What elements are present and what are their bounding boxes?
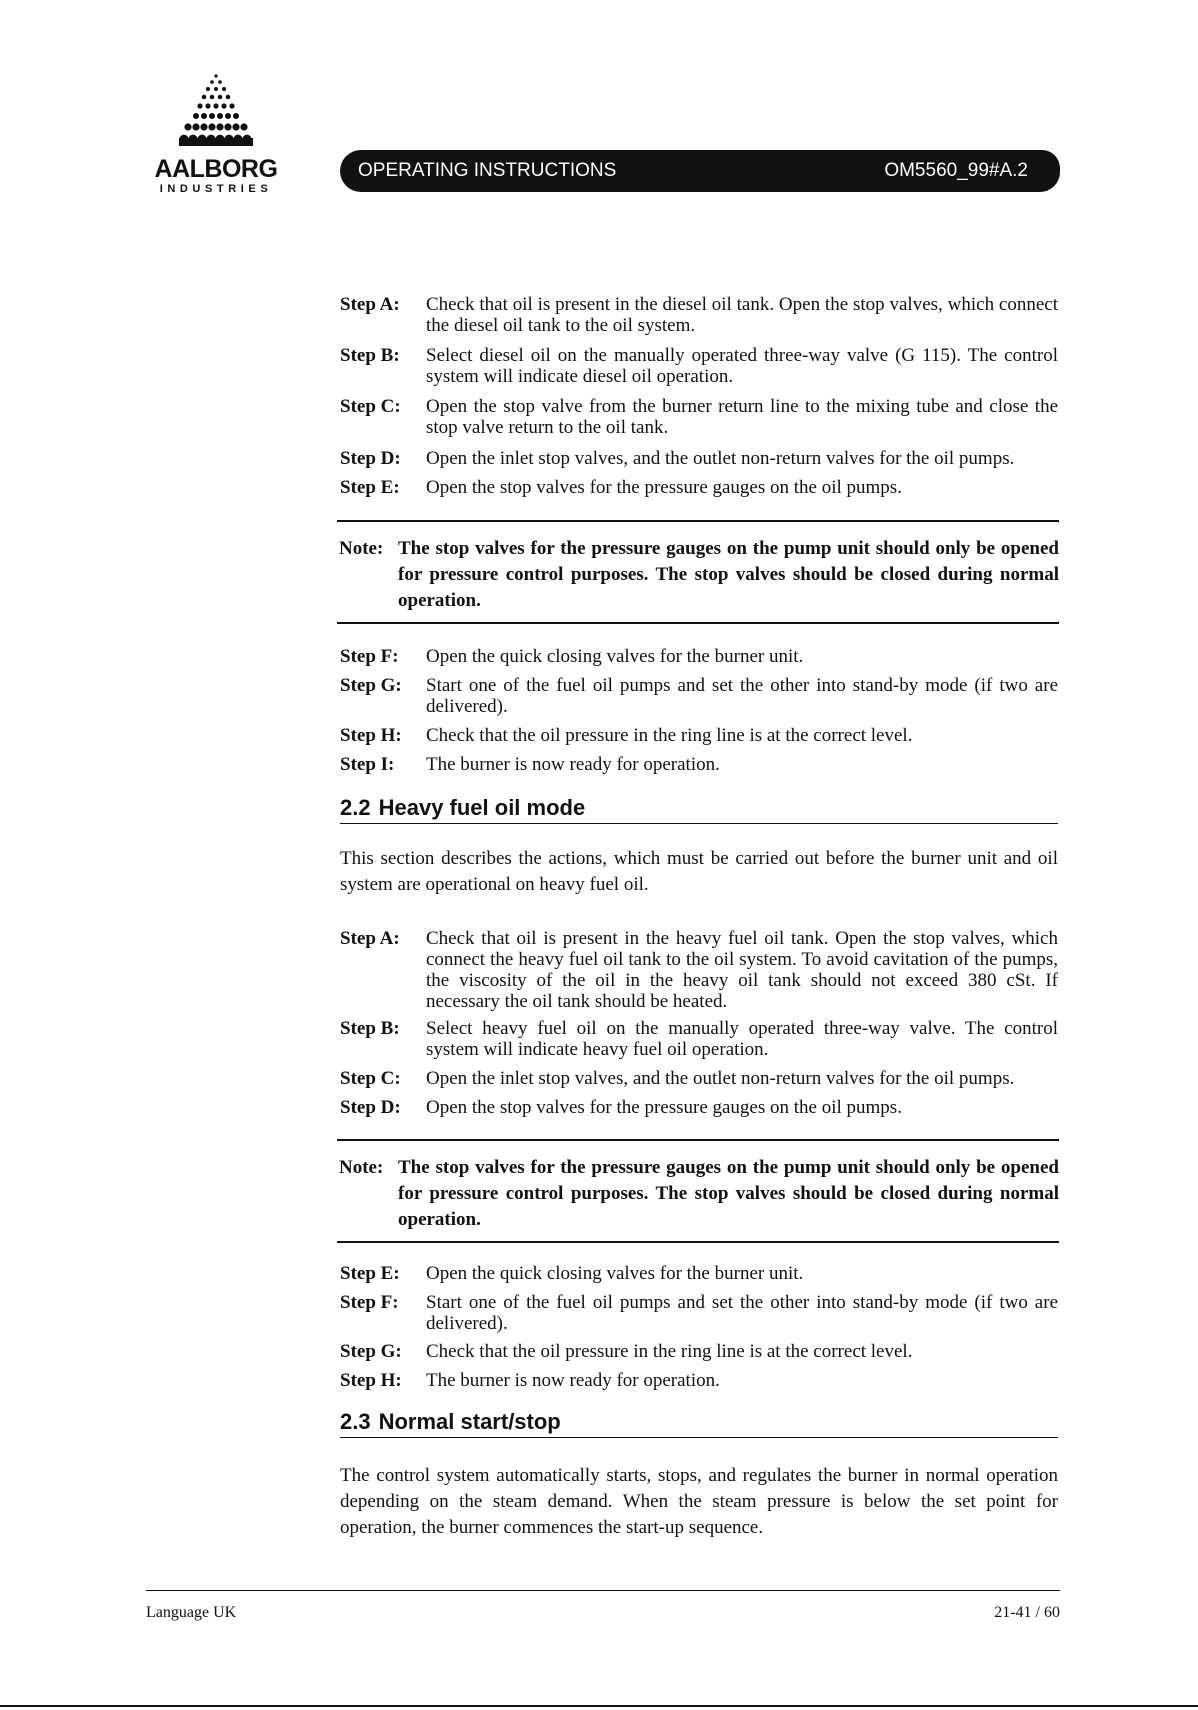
step-item (340, 1263, 1058, 1284)
step-label: Step B: (340, 345, 400, 366)
note-label: Note: (339, 538, 384, 559)
step-text: Start one of the fuel oil pumps and set the other into stand-by mode (if two are delivered). (426, 675, 1058, 717)
step-item (340, 928, 1058, 1012)
step-item (340, 1097, 1058, 1118)
step-item (340, 294, 1058, 336)
step-label: Step I: (340, 754, 395, 775)
logo-dots-icon (171, 72, 261, 152)
document-id: OM5560_99#A.2 (884, 160, 1028, 181)
header-title: OPERATING INSTRUCTIONS (358, 160, 617, 181)
section-title: Normal start/stop (378, 1409, 561, 1434)
step-item (340, 754, 1058, 775)
step-item (340, 1370, 1058, 1391)
note-box (337, 520, 1059, 624)
section-paragraph: This section describes the actions, which must be carried out before the burner unit and oil system are operational on heavy fuel oil. (340, 848, 1058, 895)
step-text: Open the stop valve from the burner return line to the mixing tube and close the stop valve return to the oil tank. (426, 396, 1058, 438)
step-text: Open the inlet stop valves, and the outlet non-return valves for the oil pumps. (426, 448, 1015, 469)
section-title: Heavy fuel oil mode (378, 795, 586, 820)
section-heading (340, 793, 1058, 824)
step-text: Open the stop valves for the pressure gauges on the oil pumps. (426, 1097, 902, 1118)
footer-divider (146, 1590, 1060, 1591)
step-text: The burner is now ready for operation. (426, 1370, 720, 1391)
step-label: Step C: (340, 396, 401, 417)
step-text: Check that oil is present in the diesel oil tank. Open the stop valves, which connect the diesel oil tank to the oil system. (426, 294, 1058, 336)
step-item (340, 345, 1058, 387)
step-label: Step C: (340, 1068, 401, 1089)
step-text: Select diesel oil on the manually operated three-way valve (G 115). The control system will indicate diesel oil operation. (426, 345, 1058, 387)
step-text: Check that the oil pressure in the ring line is at the correct level. (426, 1341, 913, 1362)
step-item (340, 646, 1058, 667)
step-text: Open the stop valves for the pressure gauges on the oil pumps. (426, 477, 902, 498)
section-heading (340, 1407, 1058, 1438)
step-label: Step A: (340, 928, 400, 949)
section-number: 2.3 (340, 1409, 371, 1434)
note-text: The stop valves for the pressure gauges on the pump unit should only be opened for pressure control purposes. The stop valves should be closed during normal operation. (398, 1157, 1059, 1230)
header-bar (340, 150, 1060, 192)
step-text: Open the quick closing valves for the burner unit. (426, 646, 804, 667)
footer-language: Language UK (146, 1604, 237, 1621)
step-text: Open the quick closing valves for the burner unit. (426, 1263, 804, 1284)
note-text: The stop valves for the pressure gauges on the pump unit should only be opened for pressure control purposes. The stop valves should be closed during normal operation. (398, 538, 1059, 611)
page-number: 21-41 / 60 (994, 1604, 1060, 1621)
step-item (340, 1018, 1058, 1060)
section-number: 2.2 (340, 795, 371, 820)
step-label: Step D: (340, 448, 401, 469)
step-label: Step E: (340, 1263, 400, 1284)
note-box (337, 1139, 1059, 1243)
step-item (340, 675, 1058, 717)
step-item (340, 396, 1058, 438)
step-text: Start one of the fuel oil pumps and set the other into stand-by mode (if two are delivered). (426, 1292, 1058, 1334)
logo-name: AALBORG (154, 155, 278, 183)
step-label: Step F: (340, 646, 399, 667)
step-label: Step D: (340, 1097, 401, 1118)
step-text: Select heavy fuel oil on the manually operated three-way valve. The control system will indicate heavy fuel oil operation. (426, 1018, 1058, 1060)
step-label: Step A: (340, 294, 400, 315)
step-label: Step E: (340, 477, 400, 498)
step-label: Step F: (340, 1292, 399, 1313)
step-label: Step G: (340, 1341, 402, 1362)
step-item (340, 725, 1058, 746)
step-item (340, 1292, 1058, 1334)
step-item (340, 477, 1058, 498)
logo-subtitle: INDUSTRIES (159, 183, 273, 195)
step-label: Step H: (340, 1370, 402, 1391)
step-label: Step H: (340, 725, 402, 746)
step-label: Step B: (340, 1018, 400, 1039)
step-text: Check that oil is present in the heavy fuel oil tank. Open the stop valves, which connect the heavy fuel oil tank to the oil system. To avoid cavitation of the pumps, the viscosity of the oil in the heavy oil tank should not exceed 380 cSt. If necessary the oil tank should be heated. (426, 928, 1058, 1012)
page-edge-line (0, 1705, 1198, 1707)
step-item (340, 1068, 1058, 1089)
step-text: Open the inlet stop valves, and the outlet non-return valves for the oil pumps. (426, 1068, 1015, 1089)
step-label: Step G: (340, 675, 402, 696)
step-text: Check that the oil pressure in the ring line is at the correct level. (426, 725, 913, 746)
company-logo (146, 72, 286, 196)
step-item (340, 1341, 1058, 1362)
step-item (340, 448, 1058, 469)
step-text: The burner is now ready for operation. (426, 754, 720, 775)
section-paragraph: The control system automatically starts, stops, and regulates the burner in normal operation depending on the steam demand. When the steam pressure is below the set point for operation, the burner commences the start-up sequence. (340, 1465, 1058, 1538)
note-label: Note: (339, 1157, 384, 1178)
